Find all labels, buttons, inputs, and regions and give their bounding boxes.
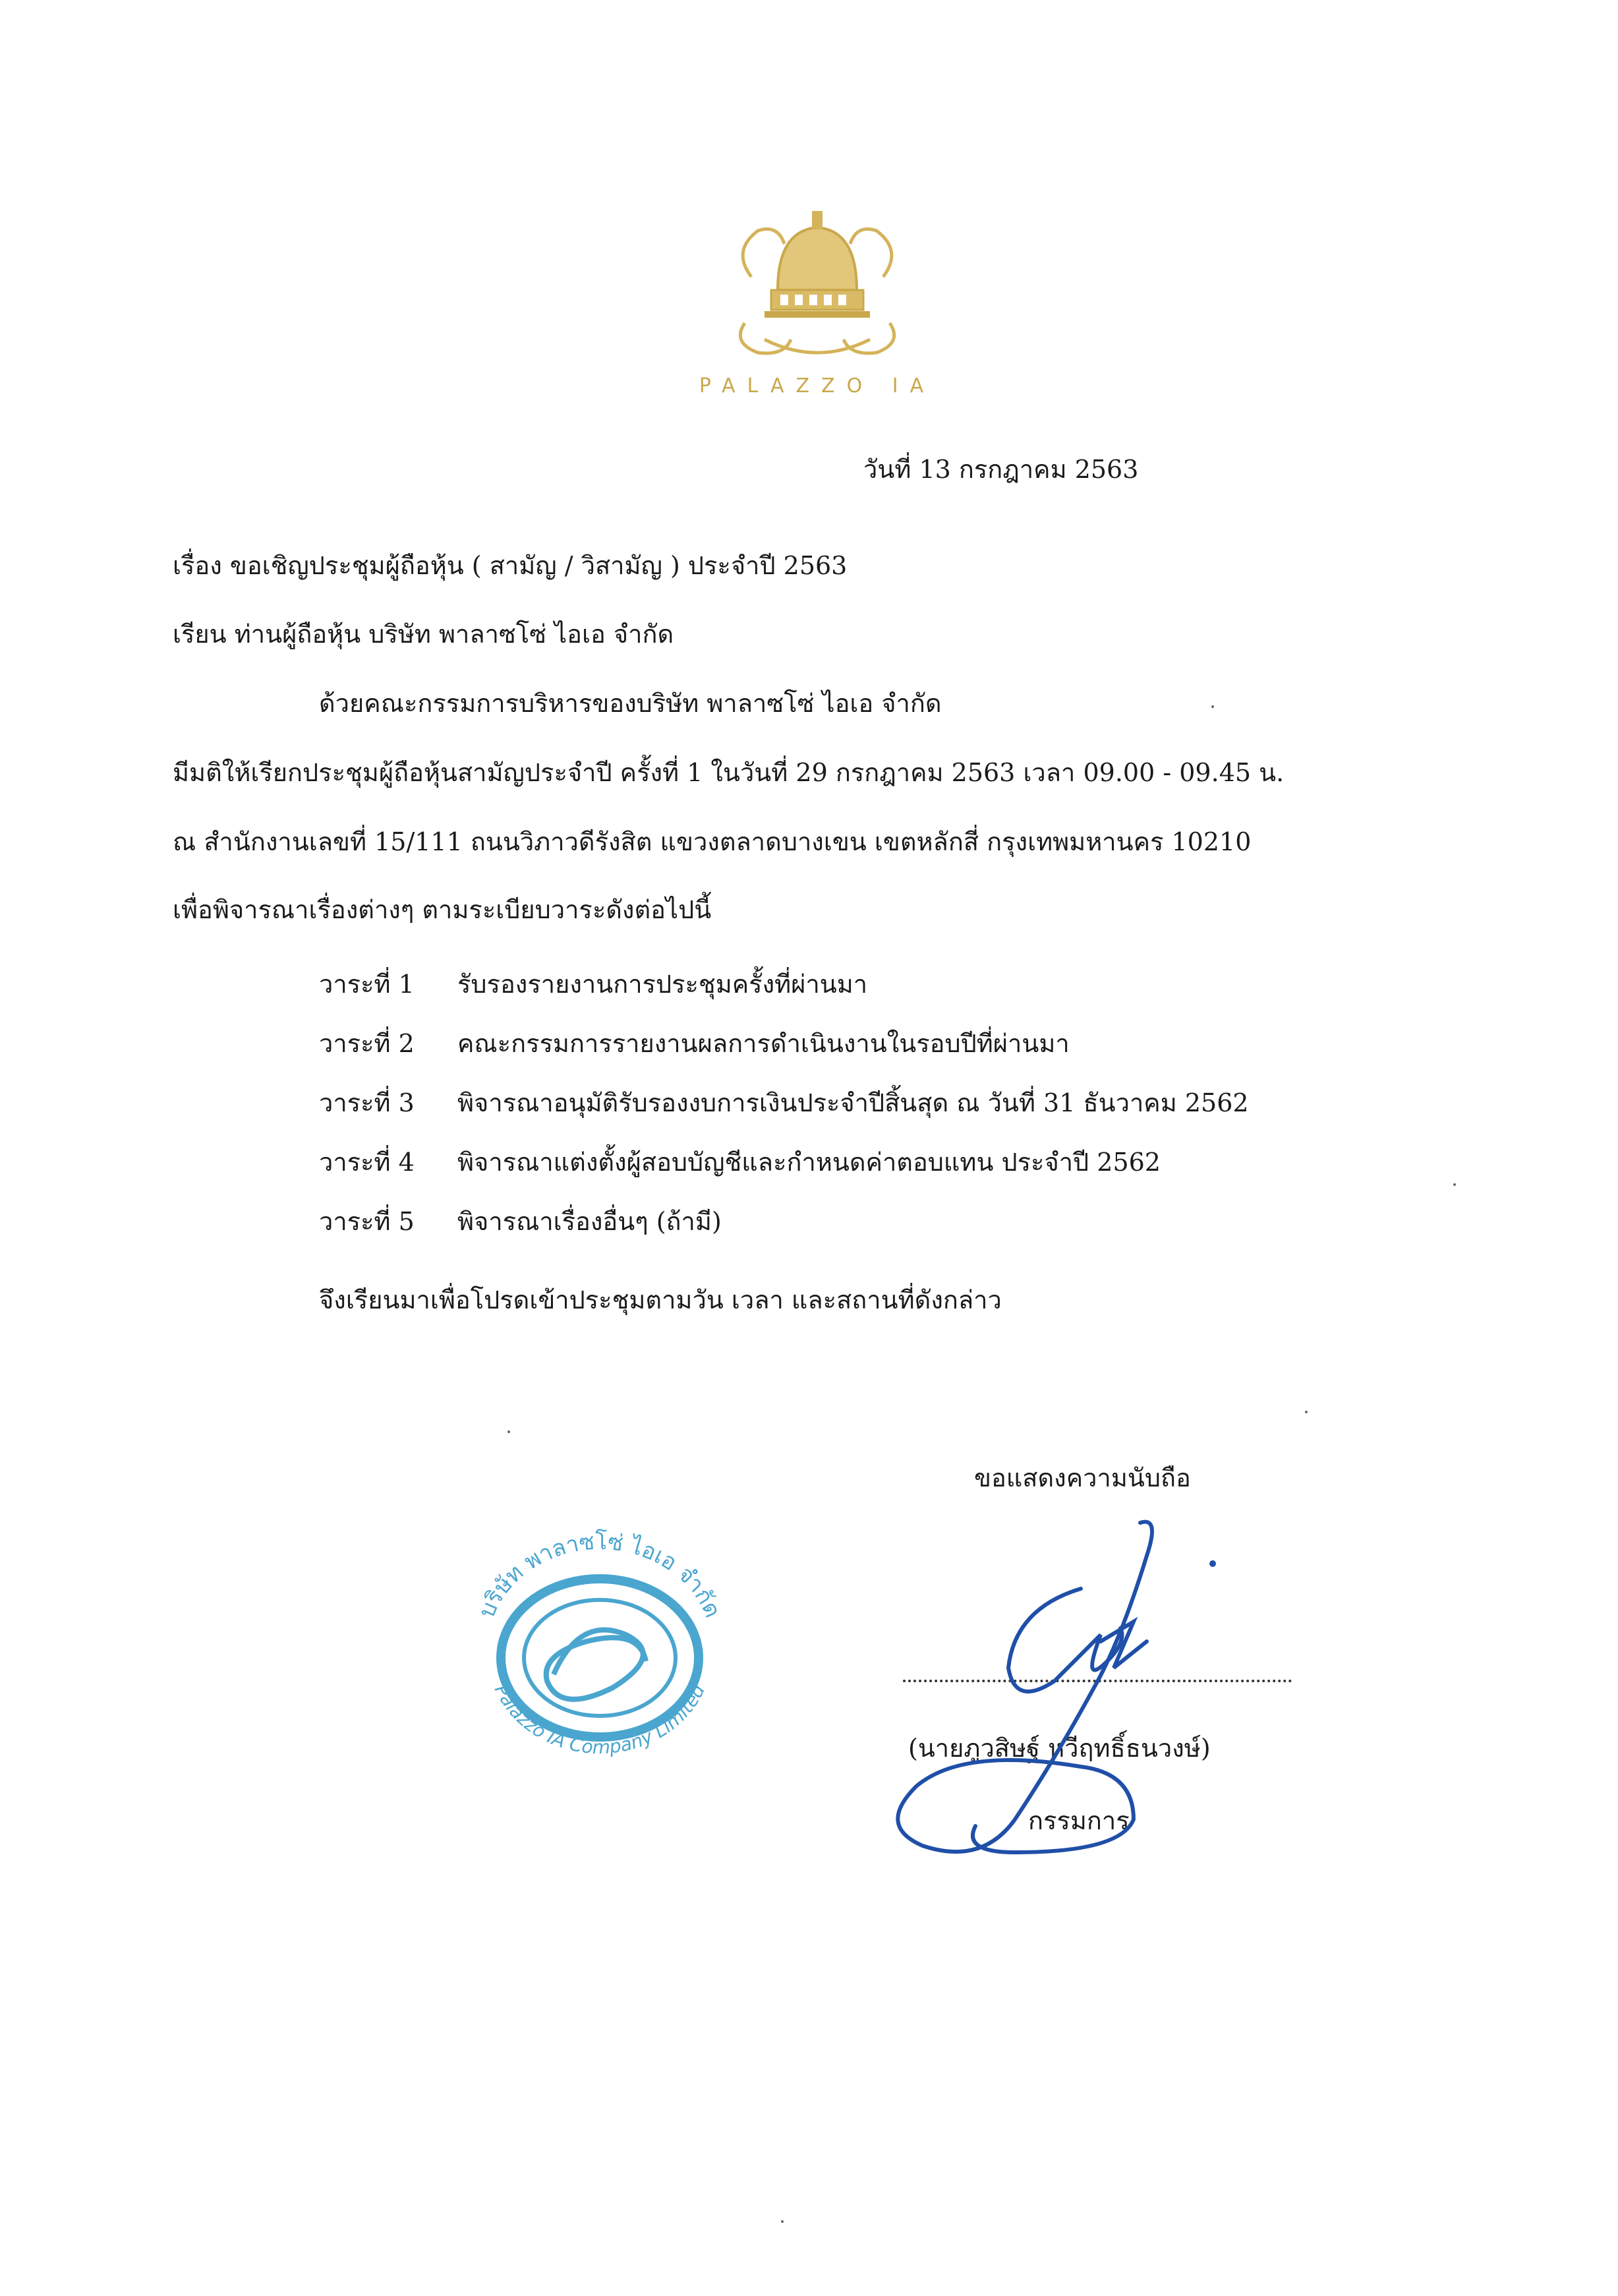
agenda-item [319,1142,1161,1182]
agenda-number: วาระที่ 3 [319,1088,415,1117]
agenda-item [319,964,867,1004]
signatory-name: (นายภูวสิษฐ์ หวีฤทธิ์ธนวงษ์) [908,1734,1211,1763]
letter-subject: เรื่อง ขอเชิญประชุมผู้ถือหุ้น ( สามัญ / วิสามัญ ) ประจำปี 2563 [173,551,848,580]
company-logo [725,198,910,369]
agenda-text: พิจารณาอนุมัติรับรองงบการเงินประจำปีสิ้นสุด ณ วันที่ 31 ธันวาคม 2562 [457,1088,1249,1117]
seal-english-text: Palazzo IA Company Limited [490,1681,710,1759]
body-line: มีมติให้เรียกประชุมผู้ถือหุ้นสามัญประจำปี ครั้งที่ 1 ในวันที่ 29 กรกฎาคม 2563 เวลา 09.00 - 09.45 น. [173,758,1285,787]
signatory-title: กรรมการ [1028,1806,1130,1835]
agenda-text: คณะกรรมการรายงานผลการดำเนินงานในรอบปีที่ผ่านมา [457,1029,1070,1058]
body-line: ด้วยคณะกรรมการบริหารของบริษัท พาลาซโซ่ ไอเอ จำกัด [319,689,942,718]
agenda-number: วาระที่ 1 [319,970,415,999]
signature-icon [883,1510,1252,1879]
scan-speck [1211,705,1214,708]
scan-speck [507,1430,510,1433]
agenda-text: พิจารณาแต่งตั้งผู้สอบบัญชีและกำหนดค่าตอบแทน ประจำปี 2562 [457,1148,1161,1177]
agenda-item [319,1082,1249,1123]
scan-speck [1453,1183,1456,1186]
logo-wordmark: PALAZZO IA [699,374,936,397]
scan-speck [781,2220,784,2223]
agenda-number: วาระที่ 4 [319,1148,415,1177]
handwritten-signature [883,1510,1252,1879]
body-line: เพื่อพิจารณาเรื่องต่างๆ ตามระเบียบวาระดังต่อไปนี้ [173,895,712,924]
agenda-text: พิจารณาเรื่องอื่นๆ (ถ้ามี) [457,1207,722,1236]
agenda-text: รับรองรายงานการประชุมครั้งที่ผ่านมา [457,970,868,999]
agenda-number: วาระที่ 5 [319,1207,415,1236]
regards-line: ขอแสดงความนับถือ [974,1463,1191,1492]
agenda-item [319,1023,1070,1063]
scan-speck [1305,1411,1308,1413]
body-line: ณ สำนักงานเลขที่ 15/111 ถนนวิภาวดีรังสิต แขวงตลาดบางเขน เขตหลักสี่ กรุงเทพมหานคร 10210 [173,827,1252,856]
letter-recipient: เรียน ท่านผู้ถือหุ้น บริษัท พาลาซโซ่ ไอเอ จำกัด [173,620,674,649]
dome-logo-icon [725,198,910,369]
company-seal [461,1516,738,1780]
closing-line: จึงเรียนมาเพื่อโปรดเข้าประชุมตามวัน เวลา และสถานที่ดังกล่าว [319,1285,1002,1314]
seal-thai-text: บริษัท พาลาซโซ่ ไอเอ จำกัด [473,1528,726,1622]
seal-icon [461,1516,738,1780]
letter-date: วันที่ 13 กรกฎาคม 2563 [863,455,1139,484]
agenda-number: วาระที่ 2 [319,1029,415,1058]
agenda-item [319,1201,722,1241]
